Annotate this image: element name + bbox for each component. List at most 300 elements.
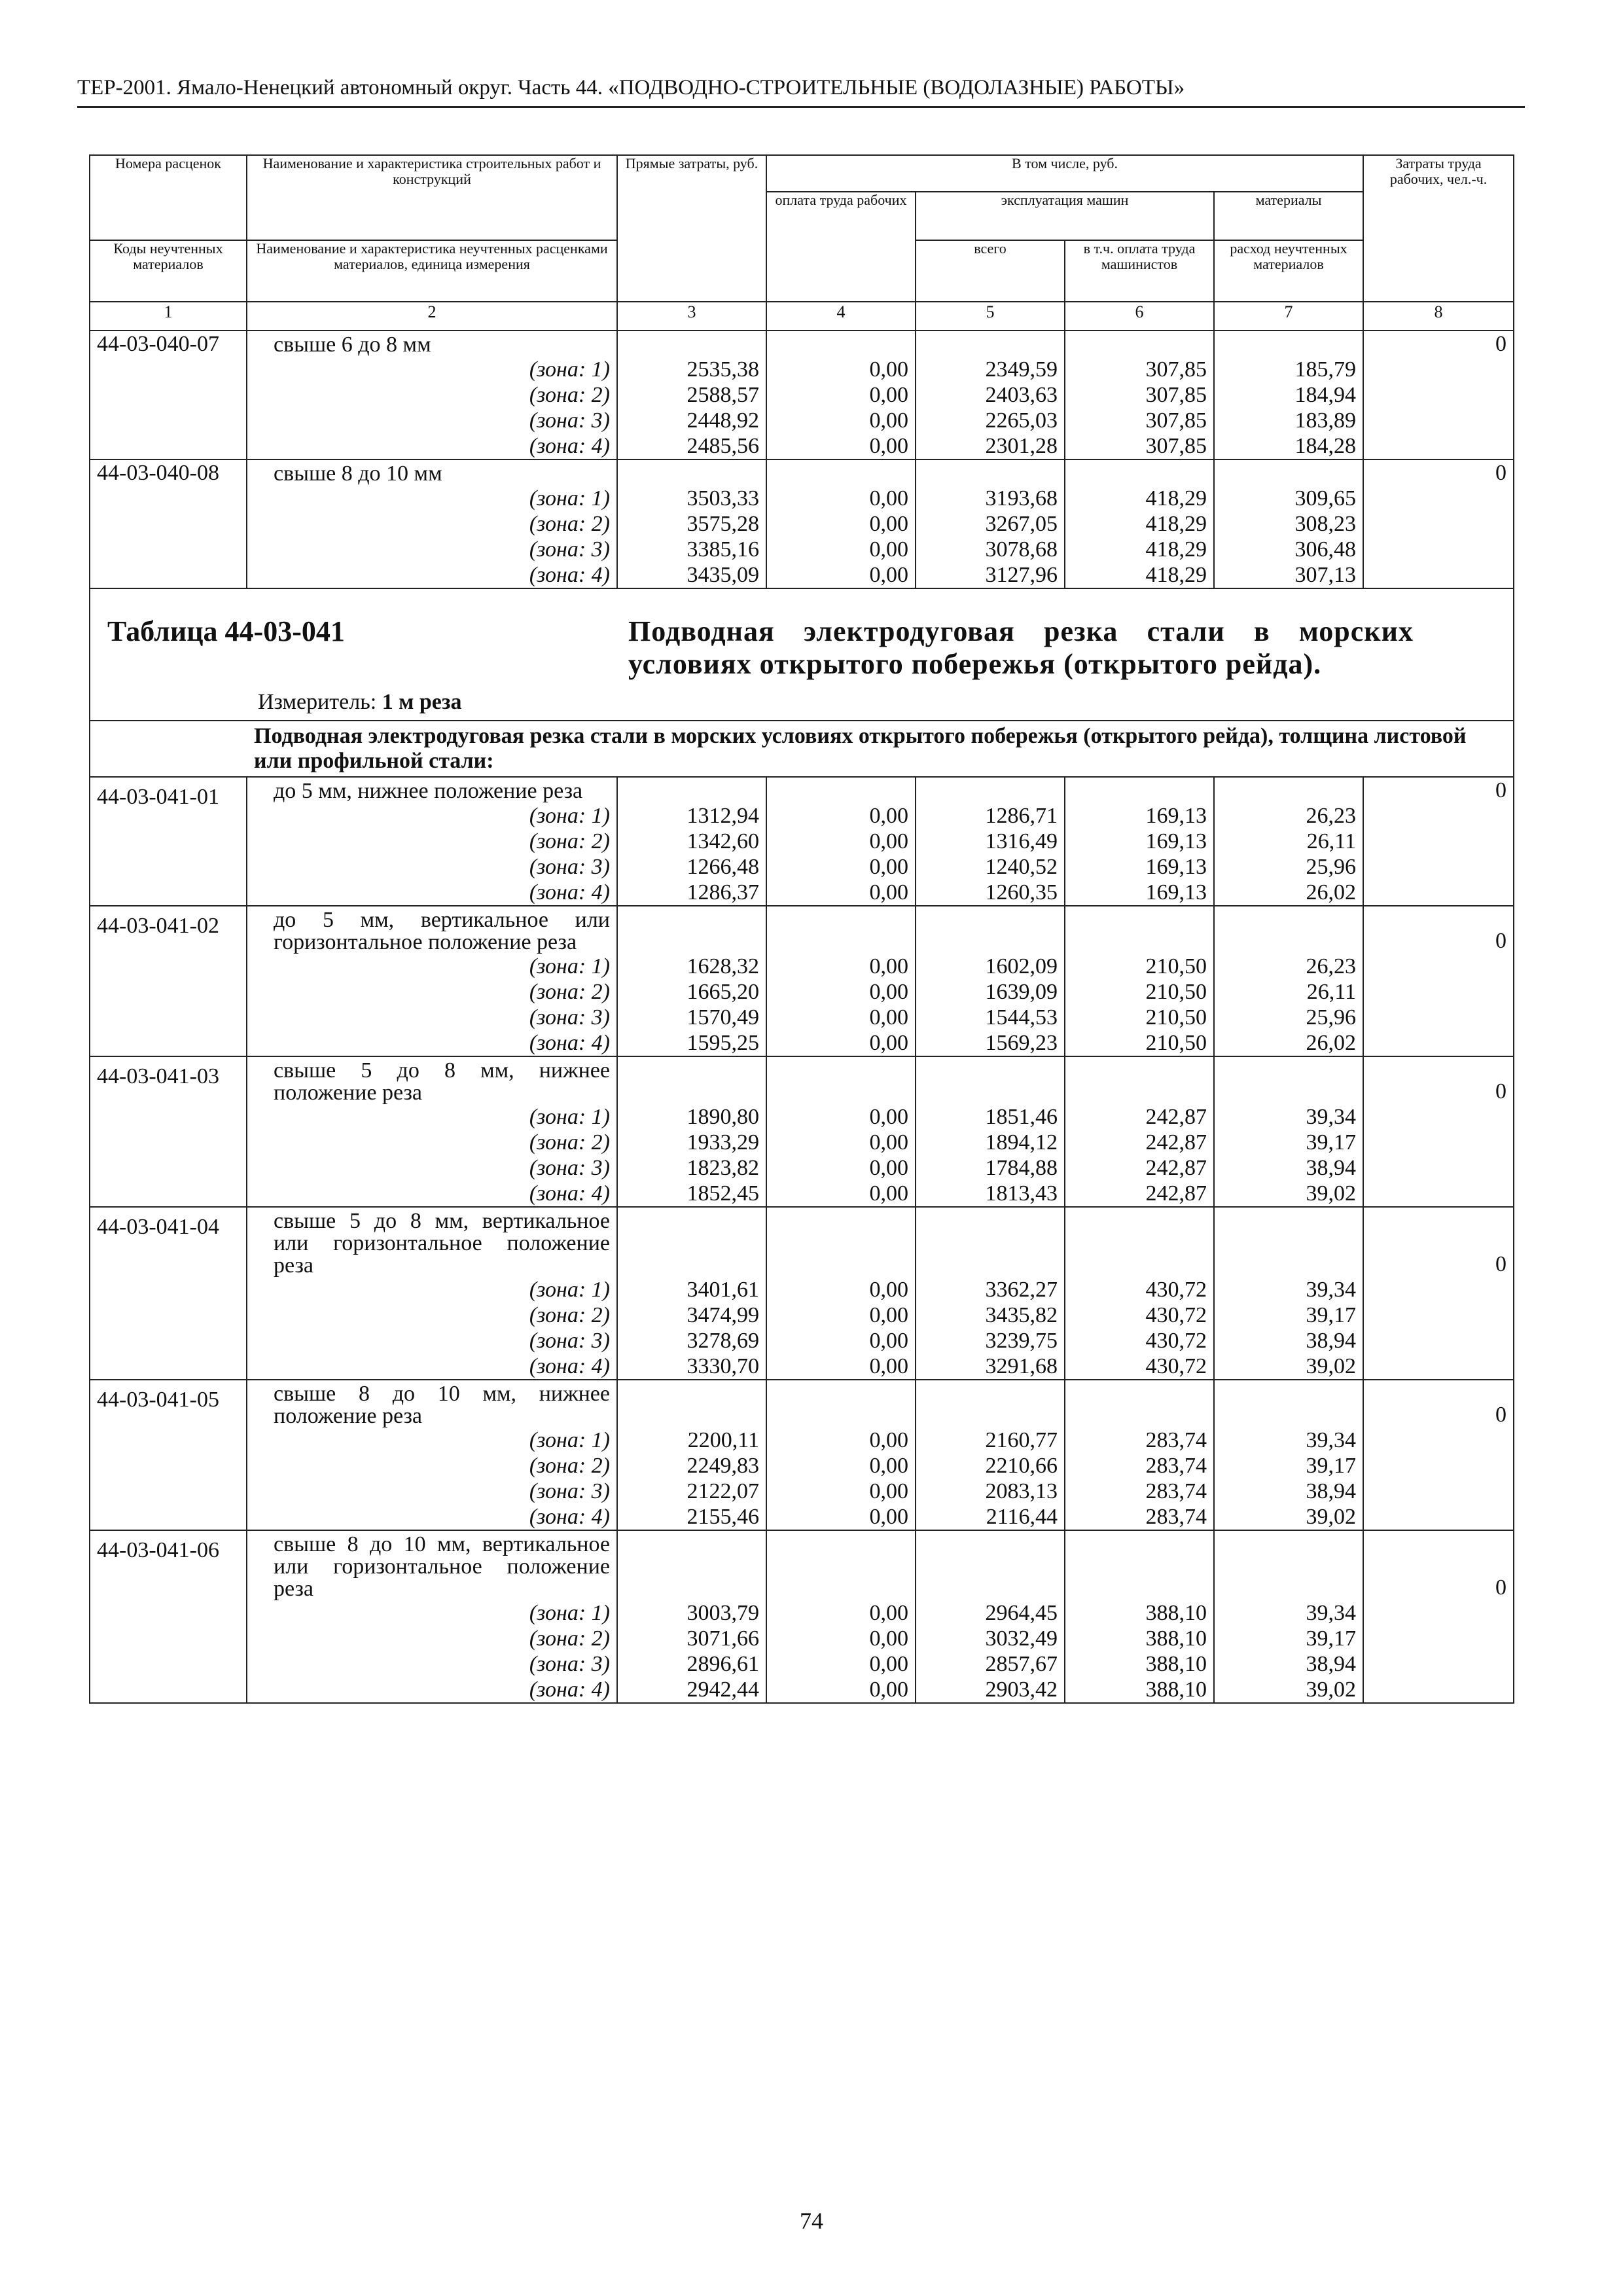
empty-cell (1065, 906, 1214, 954)
direct-costs: 1570,49 (617, 1005, 766, 1030)
machine-labor-pay: 388,10 (1065, 1651, 1214, 1677)
labor-pay: 0,00 (766, 854, 916, 880)
machine-total: 3291,68 (916, 1354, 1065, 1380)
machine-labor-pay: 169,13 (1065, 829, 1214, 854)
materials-cost: 39,34 (1214, 1427, 1363, 1453)
labor-pay: 0,00 (766, 1328, 916, 1354)
rate-description: до 5 мм, вертикальное или горизонтальное положение реза (247, 906, 617, 954)
direct-costs: 2896,61 (617, 1651, 766, 1677)
machine-labor-pay: 283,74 (1065, 1504, 1214, 1530)
labor-costs: 0 (1363, 331, 1514, 357)
machine-labor-pay: 307,85 (1065, 357, 1214, 382)
labor-costs: 0 (1363, 1530, 1514, 1600)
zone-row (90, 537, 1514, 562)
rate-description: свыше 6 до 8 мм (247, 331, 617, 357)
machine-labor-pay: 169,13 (1065, 854, 1214, 880)
materials-cost: 39,34 (1214, 1277, 1363, 1302)
zone-row (90, 880, 1514, 906)
zone-label: (зона: 2) (247, 1453, 617, 1479)
machine-total: 3078,68 (916, 537, 1065, 562)
empty-cell (1363, 1427, 1514, 1453)
direct-costs: 3003,79 (617, 1600, 766, 1626)
empty-cell (1363, 1181, 1514, 1207)
machine-total: 2857,67 (916, 1651, 1065, 1677)
zone-label: (зона: 1) (247, 486, 617, 511)
labor-pay: 0,00 (766, 1155, 916, 1181)
direct-costs: 3503,33 (617, 486, 766, 511)
machine-labor-pay: 210,50 (1065, 1030, 1214, 1056)
direct-costs: 3330,70 (617, 1354, 766, 1380)
labor-pay: 0,00 (766, 433, 916, 459)
labor-pay: 0,00 (766, 357, 916, 382)
labor-pay: 0,00 (766, 382, 916, 408)
direct-costs: 1286,37 (617, 880, 766, 906)
materials-cost: 184,28 (1214, 433, 1363, 459)
header-materials-unaccounted: расход неучтенных материалов (1214, 240, 1363, 302)
zone-label: (зона: 1) (247, 954, 617, 979)
machine-total: 2349,59 (916, 357, 1065, 382)
rate-description: свыше 5 до 8 мм, нижнее положение реза (247, 1056, 617, 1104)
empty-cell (1363, 408, 1514, 433)
column-number: 3 (617, 302, 766, 331)
materials-cost: 39,17 (1214, 1453, 1363, 1479)
machine-labor-pay: 242,87 (1065, 1104, 1214, 1130)
labor-costs: 0 (1363, 459, 1514, 486)
labor-pay: 0,00 (766, 1130, 916, 1155)
direct-costs: 2535,38 (617, 357, 766, 382)
labor-costs: 0 (1363, 1207, 1514, 1277)
materials-cost: 26,11 (1214, 829, 1363, 854)
empty-cell (916, 331, 1065, 357)
machine-labor-pay: 388,10 (1065, 1626, 1214, 1651)
zone-label: (зона: 1) (247, 357, 617, 382)
labor-pay: 0,00 (766, 537, 916, 562)
empty-cell (766, 906, 916, 954)
table-name: Подводная электродуговая резка стали в морских условиях открытого побережья (открытого рейда). (628, 615, 1414, 680)
materials-cost: 306,48 (1214, 537, 1363, 562)
empty-cell (766, 777, 916, 803)
empty-cell (1363, 979, 1514, 1005)
direct-costs: 2200,11 (617, 1427, 766, 1453)
measure-value: 1 м реза (382, 690, 462, 714)
machine-total: 2210,66 (916, 1453, 1065, 1479)
zone-row (90, 803, 1514, 829)
rate-row (90, 777, 1514, 803)
materials-cost: 38,94 (1214, 1479, 1363, 1504)
empty-cell (1363, 1354, 1514, 1380)
labor-pay: 0,00 (766, 486, 916, 511)
zone-row (90, 357, 1514, 382)
empty-cell (617, 331, 766, 357)
zone-label: (зона: 1) (247, 1600, 617, 1626)
machine-total: 3435,82 (916, 1302, 1065, 1328)
labor-pay: 0,00 (766, 1677, 916, 1703)
empty-cell (1363, 1600, 1514, 1626)
zone-row (90, 1130, 1514, 1155)
zone-label: (зона: 4) (247, 1677, 617, 1703)
empty-cell (1363, 537, 1514, 562)
direct-costs: 3401,61 (617, 1277, 766, 1302)
page-number: 74 (800, 2208, 823, 2234)
zone-label: (зона: 3) (247, 537, 617, 562)
rate-row (90, 1380, 1514, 1427)
rate-row (90, 1056, 1514, 1104)
labor-pay: 0,00 (766, 1277, 916, 1302)
machine-labor-pay: 307,85 (1065, 408, 1214, 433)
machine-labor-pay: 169,13 (1065, 880, 1214, 906)
materials-cost: 39,34 (1214, 1104, 1363, 1130)
column-number: 5 (916, 302, 1065, 331)
labor-costs: 0 (1363, 1380, 1514, 1427)
machine-labor-pay: 430,72 (1065, 1354, 1214, 1380)
zone-label: (зона: 1) (247, 1104, 617, 1130)
materials-cost: 26,11 (1214, 979, 1363, 1005)
empty-cell (1214, 331, 1363, 357)
empty-cell (766, 459, 916, 486)
materials-cost: 26,02 (1214, 1030, 1363, 1056)
labor-pay: 0,00 (766, 408, 916, 433)
machine-labor-pay: 418,29 (1065, 537, 1214, 562)
rates-table (89, 154, 1514, 1704)
machine-total: 3193,68 (916, 486, 1065, 511)
labor-pay: 0,00 (766, 1600, 916, 1626)
machine-total: 1544,53 (916, 1005, 1065, 1030)
rate-code: 44-03-040-07 (90, 331, 247, 459)
machine-labor-pay: 283,74 (1065, 1479, 1214, 1504)
zone-row (90, 1504, 1514, 1530)
empty-cell (617, 459, 766, 486)
direct-costs: 1823,82 (617, 1155, 766, 1181)
machine-labor-pay: 430,72 (1065, 1328, 1214, 1354)
zone-row (90, 979, 1514, 1005)
previous-table-rows (90, 331, 1514, 588)
direct-costs: 1342,60 (617, 829, 766, 854)
direct-costs: 3278,69 (617, 1328, 766, 1354)
machine-labor-pay: 210,50 (1065, 979, 1214, 1005)
zone-label: (зона: 3) (247, 408, 617, 433)
empty-cell (1214, 1530, 1363, 1600)
rate-code: 44-03-040-08 (90, 459, 247, 588)
zone-label: (зона: 3) (247, 1005, 617, 1030)
materials-cost: 39,17 (1214, 1130, 1363, 1155)
materials-cost: 309,65 (1214, 486, 1363, 511)
machine-total: 3239,75 (916, 1328, 1065, 1354)
materials-cost: 183,89 (1214, 408, 1363, 433)
direct-costs: 3474,99 (617, 1302, 766, 1328)
zone-row (90, 1005, 1514, 1030)
column-number: 2 (247, 302, 617, 331)
machine-labor-pay: 307,85 (1065, 382, 1214, 408)
machine-labor-pay: 307,85 (1065, 433, 1214, 459)
subheading-cell (90, 721, 1514, 777)
empty-cell (1363, 562, 1514, 588)
rate-code: 44-03-041-04 (90, 1207, 247, 1380)
materials-cost: 26,02 (1214, 880, 1363, 906)
empty-cell (1214, 777, 1363, 803)
empty-cell (916, 906, 1065, 954)
direct-costs: 1852,45 (617, 1181, 766, 1207)
labor-pay: 0,00 (766, 1302, 916, 1328)
materials-cost: 39,02 (1214, 1181, 1363, 1207)
direct-costs: 1628,32 (617, 954, 766, 979)
zone-row (90, 1277, 1514, 1302)
machine-labor-pay: 418,29 (1065, 511, 1214, 537)
labor-pay: 0,00 (766, 1504, 916, 1530)
materials-cost: 185,79 (1214, 357, 1363, 382)
rate-code: 44-03-041-03 (90, 1056, 247, 1207)
direct-costs: 2155,46 (617, 1504, 766, 1530)
zone-label: (зона: 1) (247, 1427, 617, 1453)
machine-total: 1894,12 (916, 1130, 1065, 1155)
empty-cell (916, 1207, 1065, 1277)
direct-costs: 3385,16 (617, 537, 766, 562)
empty-cell (1065, 459, 1214, 486)
direct-costs: 2448,92 (617, 408, 766, 433)
zone-row (90, 408, 1514, 433)
materials-cost: 184,94 (1214, 382, 1363, 408)
empty-cell (916, 1056, 1065, 1104)
empty-cell (766, 1207, 916, 1277)
page-header: ТЕР-2001. Ямало-Ненецкий автономный округ. Часть 44. «ПОДВОДНО-СТРОИТЕЛЬНЫЕ (ВОДОЛАЗНЫЕ) РАБОТЫ» (77, 73, 1525, 108)
labor-pay: 0,00 (766, 1427, 916, 1453)
direct-costs: 3071,66 (617, 1626, 766, 1651)
zone-label: (зона: 4) (247, 562, 617, 588)
machine-total: 2301,28 (916, 433, 1065, 459)
empty-cell (1363, 854, 1514, 880)
empty-cell (766, 1380, 916, 1427)
zone-label: (зона: 2) (247, 511, 617, 537)
zone-row (90, 1354, 1514, 1380)
rate-description: свыше 8 до 10 мм, вертикальное или горизонтальное положение реза (247, 1530, 617, 1600)
header-material-names: Наименование и характеристика неучтенных расценками материалов, единица измерения (247, 240, 617, 302)
empty-cell (1363, 803, 1514, 829)
labor-pay: 0,00 (766, 1479, 916, 1504)
zone-row (90, 1651, 1514, 1677)
zone-label: (зона: 2) (247, 382, 617, 408)
machine-labor-pay: 242,87 (1065, 1181, 1214, 1207)
machine-labor-pay: 210,50 (1065, 954, 1214, 979)
empty-cell (1363, 382, 1514, 408)
direct-costs: 2485,56 (617, 433, 766, 459)
empty-cell (1363, 1030, 1514, 1056)
zone-label: (зона: 2) (247, 1626, 617, 1651)
materials-cost: 39,02 (1214, 1677, 1363, 1703)
zone-row (90, 562, 1514, 588)
empty-cell (1363, 357, 1514, 382)
labor-pay: 0,00 (766, 829, 916, 854)
measure (258, 690, 1507, 715)
empty-cell (1363, 880, 1514, 906)
machine-total: 1569,23 (916, 1030, 1065, 1056)
labor-pay: 0,00 (766, 954, 916, 979)
machine-labor-pay: 388,10 (1065, 1600, 1214, 1626)
zone-row (90, 1479, 1514, 1504)
empty-cell (916, 459, 1065, 486)
machine-total: 2265,03 (916, 408, 1065, 433)
rate-row (90, 1207, 1514, 1277)
direct-costs: 2122,07 (617, 1479, 766, 1504)
empty-cell (1363, 829, 1514, 854)
column-number: 8 (1363, 302, 1514, 331)
labor-pay: 0,00 (766, 1181, 916, 1207)
machine-total: 2403,63 (916, 382, 1065, 408)
materials-cost: 39,02 (1214, 1354, 1363, 1380)
materials-cost: 39,17 (1214, 1626, 1363, 1651)
empty-cell (1363, 511, 1514, 537)
direct-costs: 2942,44 (617, 1677, 766, 1703)
materials-cost: 38,94 (1214, 1155, 1363, 1181)
zone-label: (зона: 4) (247, 1354, 617, 1380)
zone-row (90, 511, 1514, 537)
column-number: 4 (766, 302, 916, 331)
materials-cost: 39,02 (1214, 1504, 1363, 1530)
materials-cost: 308,23 (1214, 511, 1363, 537)
zone-row (90, 1453, 1514, 1479)
empty-cell (1363, 1479, 1514, 1504)
rate-row (90, 331, 1514, 357)
machine-labor-pay: 283,74 (1065, 1427, 1214, 1453)
zone-row (90, 1427, 1514, 1453)
empty-cell (1214, 906, 1363, 954)
zone-label: (зона: 3) (247, 1479, 617, 1504)
empty-cell (1363, 1302, 1514, 1328)
header-labor-pay: оплата труда рабочих (766, 192, 916, 302)
machine-total: 1784,88 (916, 1155, 1065, 1181)
header-labor-costs: Затраты труда рабочих, чел.-ч. (1363, 155, 1514, 302)
machine-total: 3267,05 (916, 511, 1065, 537)
empty-cell (1363, 1677, 1514, 1703)
machine-total: 1639,09 (916, 979, 1065, 1005)
zone-label: (зона: 1) (247, 1277, 617, 1302)
direct-costs: 1665,20 (617, 979, 766, 1005)
rate-description: свыше 5 до 8 мм, вертикальное или горизонтальное положение реза (247, 1207, 617, 1277)
labor-pay: 0,00 (766, 562, 916, 588)
zone-label: (зона: 4) (247, 1504, 617, 1530)
zone-label: (зона: 4) (247, 1181, 617, 1207)
empty-cell (1363, 1155, 1514, 1181)
machine-labor-pay: 210,50 (1065, 1005, 1214, 1030)
materials-cost: 25,96 (1214, 1005, 1363, 1030)
zone-label: (зона: 3) (247, 854, 617, 880)
subheading: Подводная электродуговая резка стали в морских условиях открытого побережья (открытого рейда), толщина листовой или профильной стали: (254, 724, 1467, 773)
zone-label: (зона: 3) (247, 1155, 617, 1181)
zone-row (90, 854, 1514, 880)
empty-cell (1214, 459, 1363, 486)
column-number: 7 (1214, 302, 1363, 331)
labor-pay: 0,00 (766, 1354, 916, 1380)
empty-cell (766, 1530, 916, 1600)
header-including: В том числе, руб. (766, 155, 1363, 192)
direct-costs: 1266,48 (617, 854, 766, 880)
labor-pay: 0,00 (766, 1104, 916, 1130)
labor-pay: 0,00 (766, 979, 916, 1005)
empty-cell (1363, 1651, 1514, 1677)
machine-labor-pay: 418,29 (1065, 486, 1214, 511)
machine-labor-pay: 242,87 (1065, 1130, 1214, 1155)
labor-costs: 0 (1363, 906, 1514, 954)
rate-description: свыше 8 до 10 мм, нижнее положение реза (247, 1380, 617, 1427)
empty-cell (916, 777, 1065, 803)
machine-labor-pay: 283,74 (1065, 1453, 1214, 1479)
measure-label: Измеритель: (258, 690, 377, 714)
empty-cell (766, 331, 916, 357)
zone-row (90, 433, 1514, 459)
direct-costs: 1933,29 (617, 1130, 766, 1155)
empty-cell (1214, 1207, 1363, 1277)
machine-labor-pay: 388,10 (1065, 1677, 1214, 1703)
zone-row (90, 1600, 1514, 1626)
rate-code: 44-03-041-01 (90, 777, 247, 906)
column-number: 1 (90, 302, 247, 331)
labor-pay: 0,00 (766, 1005, 916, 1030)
materials-cost: 26,23 (1214, 803, 1363, 829)
table-section-cell (90, 588, 1514, 721)
empty-cell (617, 1056, 766, 1104)
machine-total: 3362,27 (916, 1277, 1065, 1302)
zone-row (90, 1302, 1514, 1328)
zone-row (90, 1104, 1514, 1130)
rate-row (90, 906, 1514, 954)
machine-labor-pay: 430,72 (1065, 1302, 1214, 1328)
zone-row (90, 1328, 1514, 1354)
zone-label: (зона: 1) (247, 803, 617, 829)
zone-label: (зона: 2) (247, 1302, 617, 1328)
empty-cell (766, 1056, 916, 1104)
machine-total: 1602,09 (916, 954, 1065, 979)
column-number: 6 (1065, 302, 1214, 331)
zone-row (90, 954, 1514, 979)
machine-total: 1240,52 (916, 854, 1065, 880)
direct-costs: 1890,80 (617, 1104, 766, 1130)
empty-cell (1363, 954, 1514, 979)
table-section (90, 588, 1514, 777)
labor-costs: 0 (1363, 1056, 1514, 1104)
empty-cell (1363, 1453, 1514, 1479)
direct-costs: 2249,83 (617, 1453, 766, 1479)
rate-rows (90, 777, 1514, 1703)
zone-row (90, 829, 1514, 854)
header-materials: материалы (1214, 192, 1363, 240)
machine-total: 2116,44 (916, 1504, 1065, 1530)
empty-cell (617, 906, 766, 954)
header-direct-costs: Прямые затраты, руб. (617, 155, 766, 302)
empty-cell (1065, 1056, 1214, 1104)
empty-cell (916, 1530, 1065, 1600)
labor-pay: 0,00 (766, 1626, 916, 1651)
header-rate-name: Наименование и характеристика строительных работ и конструкций (247, 155, 617, 240)
header-machine-operation: эксплуатация машин (916, 192, 1214, 240)
rate-description: до 5 мм, нижнее положение реза (247, 777, 617, 803)
labor-costs: 0 (1363, 777, 1514, 803)
zone-label: (зона: 2) (247, 829, 617, 854)
labor-pay: 0,00 (766, 511, 916, 537)
empty-cell (1065, 1207, 1214, 1277)
zone-label: (зона: 3) (247, 1328, 617, 1354)
zone-label: (зона: 2) (247, 979, 617, 1005)
labor-pay: 0,00 (766, 803, 916, 829)
labor-pay: 0,00 (766, 1453, 916, 1479)
direct-costs: 3575,28 (617, 511, 766, 537)
machine-total: 1316,49 (916, 829, 1065, 854)
machine-total: 2160,77 (916, 1427, 1065, 1453)
empty-cell (1363, 1328, 1514, 1354)
empty-cell (617, 777, 766, 803)
machine-labor-pay: 242,87 (1065, 1155, 1214, 1181)
zone-row (90, 1677, 1514, 1703)
materials-cost: 26,23 (1214, 954, 1363, 979)
empty-cell (1363, 486, 1514, 511)
header-material-codes: Коды неучтенных материалов (90, 240, 247, 302)
